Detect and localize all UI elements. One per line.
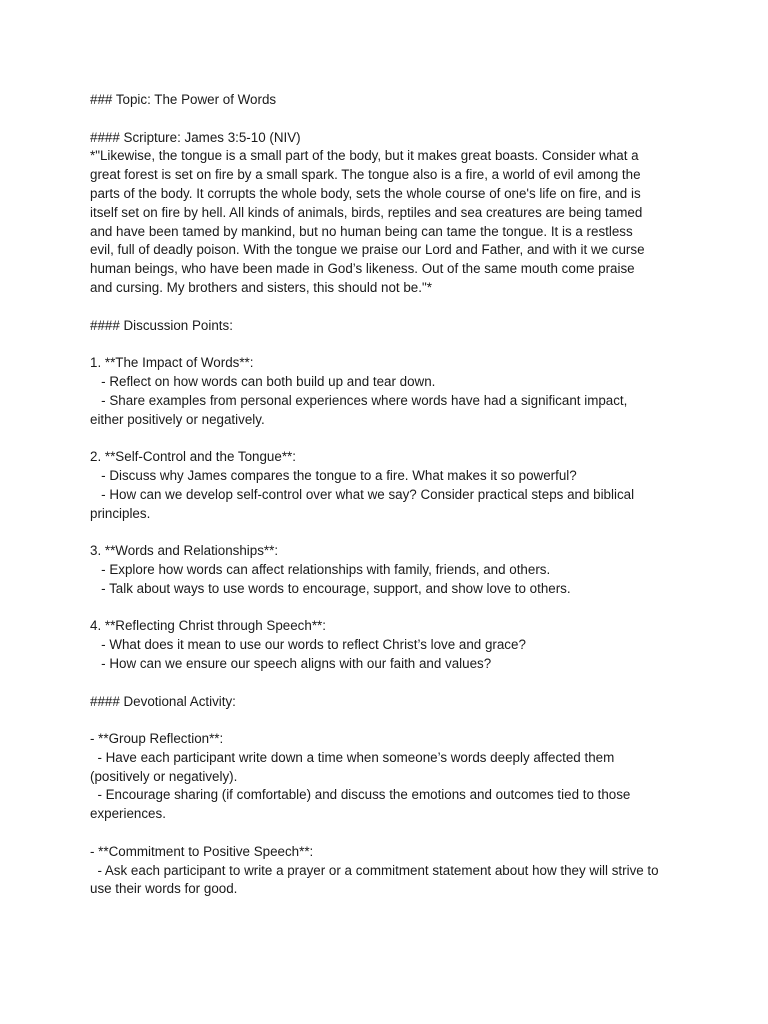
scripture-line: and cursing. My brothers and sisters, this should not be."* [90, 279, 432, 295]
discussion-point [90, 448, 690, 523]
discussion-point-line: - How can we develop self-control over what we say? Consider practical steps and biblical [90, 486, 635, 502]
discussion-point-title: 2. **Self-Control and the Tongue**: [90, 449, 296, 465]
discussion-point-line: - Share examples from personal experiences where words have had a significant impact, [90, 392, 628, 408]
activity-item [90, 730, 690, 824]
spacer [90, 711, 690, 730]
discussion-point-line: - Reflect on how words can both build up and tear down. [90, 373, 436, 389]
activity-title: - **Group Reflection**: [90, 731, 224, 747]
discussion-point-title: 1. **The Impact of Words**: [90, 355, 254, 371]
discussion-point [90, 617, 690, 673]
spacer [90, 599, 690, 618]
discussion-point-line: - What does it mean to use our words to reflect Christ’s love and grace? [90, 637, 526, 653]
activity-line: - Encourage sharing (if comfortable) and discuss the emotions and outcomes tied to those [90, 787, 631, 803]
activity-item [90, 843, 690, 899]
spacer [90, 674, 690, 693]
discussion-point-title: 3. **Words and Relationships**: [90, 543, 279, 559]
discussion-point-line: - Explore how words can affect relationships with family, friends, and others. [90, 561, 551, 577]
scripture-passage [90, 147, 690, 297]
discussion-point-title: 4. **Reflecting Christ through Speech**: [90, 618, 326, 634]
topic-heading: ### Topic: The Power of Words [90, 92, 277, 107]
discussion-point [90, 542, 690, 598]
scripture-line: evil, full of deadly poison. With the tongue we praise our Lord and Father, and with it we curse [90, 242, 645, 258]
discussion-point-line: principles. [90, 505, 151, 521]
scripture-line: *"Likewise, the tongue is a small part of the body, but it makes great boasts. Consider what a [90, 148, 639, 164]
activity-line: - Ask each participant to write a prayer or a commitment statement about how they will strive to [90, 862, 659, 878]
discussion-heading: #### Discussion Points: [90, 317, 233, 333]
activity-title: - **Commitment to Positive Speech**: [90, 843, 314, 859]
discussion-point [90, 354, 690, 429]
spacer [90, 429, 690, 448]
discussion-point-line: - Discuss why James compares the tongue to a fire. What makes it so powerful? [90, 467, 577, 483]
activity-line: - Have each participant write down a time when someone’s words deeply affected them [90, 749, 615, 765]
spacer [90, 335, 690, 354]
scripture-line: parts of the body. It corrupts the whole body, sets the whole course of one's life on fire, and is [90, 185, 641, 201]
spacer [90, 523, 690, 542]
scripture-line: human beings, who have been made in God’s likeness. Out of the same mouth come praise [90, 261, 635, 277]
discussion-point-line: either positively or negatively. [90, 411, 265, 427]
document-page [90, 91, 690, 899]
activity-line: use their words for good. [90, 881, 238, 897]
discussion-point-line: - How can we ensure our speech aligns with our faith and values? [90, 655, 492, 671]
activity-line: (positively or negatively). [90, 768, 238, 784]
scripture-heading: #### Scripture: James 3:5-10 (NIV) [90, 129, 301, 145]
activity-heading: #### Devotional Activity: [90, 693, 236, 709]
spacer [90, 824, 690, 843]
scripture-line: and have been tamed by mankind, but no human being can tame the tongue. It is a restless [90, 223, 633, 239]
spacer [90, 110, 690, 129]
discussion-point-line: - Talk about ways to use words to encourage, support, and show love to others. [90, 580, 571, 596]
scripture-line: great forest is set on fire by a small spark. The tongue also is a fire, a world of evil among the [90, 167, 641, 183]
spacer [90, 298, 690, 317]
activity-line: experiences. [90, 806, 166, 822]
scripture-line: itself set on fire by hell. All kinds of animals, birds, reptiles and sea creatures are being tamed [90, 204, 643, 220]
